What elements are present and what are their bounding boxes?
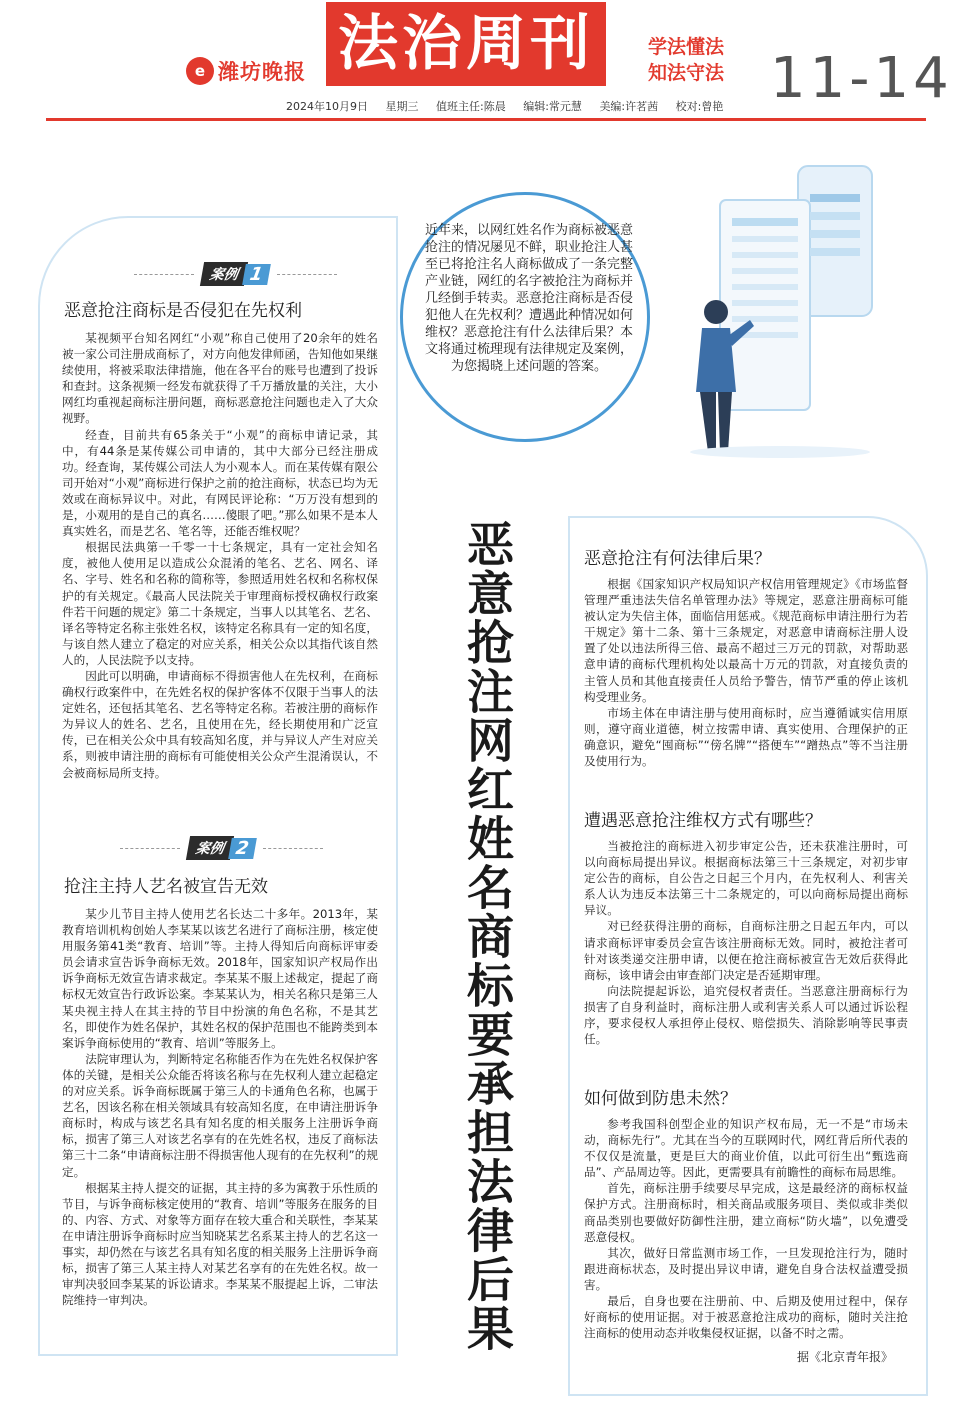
badge-dash [277, 274, 337, 275]
screen-line [810, 248, 860, 256]
person-leg [700, 392, 716, 452]
slogan-line-2: 知法守法 [648, 62, 725, 84]
case1-paragraph: 因此可以明确，申请商标不得损害他人在先权利，在商标确权行政案件中，在先姓名权的保护客体不仅限于当事人的法定姓名，还包括其笔名、艺名等特定名称。若被注册的商标作为异议人的姓名、艺名，且使用在先，经长期使用和广泛宣传，已在相关公众中具有较高知名度，并与异议人产生对应关系，则被申请注册的商标有可能使相关公众产生混淆误认，不会被商标局所支持。 [62, 668, 378, 780]
logo-icon: e [186, 57, 214, 85]
section4-paragraph: 向法院提起诉讼，追究侵权者责任。当恶意注册商标行为损害了自身利益时，商标注册人或利害关系人可以通过诉讼程序，要求侵权人承担停止侵权、赔偿损失、消除影响等民事责任。 [584, 983, 908, 1047]
case1-badge-number: 1 [242, 264, 270, 285]
case2-heading: 抢注主持人艺名被宣告无效 [64, 877, 268, 897]
intro-text: 近年来，以网红姓名作为商标被恶意抢注的情况屡见不鲜，职业抢注人甚至已将抢注名人商标做成了一条完整产业链，网红的名字被抢注为商标并几经倒手转卖。恶意抢注商标是否侵犯他人在先权利？遭遇此种情况如何维权？恶意抢注有什么法律后果？本文将通过梳理现有法律规定及案例，为您揭晓上述问题的答案。 [424, 223, 633, 374]
case1-paragraph: 根据民法典第一千零一十七条规定，具有一定社会知名度，被他人使用足以造成公众混淆的笔名、艺名、网名、译名、字号、姓名和名称的简称等，参照适用姓名权和名称权保护的有关规定。《最高人民法院关于审理商标授权确权行政案件若干问题的规定》第二十条规定，当事人以其笔名、艺名、译名等特定名称主张姓名权，该特定名称具有一定的知名度，与该自然人建立了稳定的对应关系，相关公众以其指代该自然人的，人民法院予以支持。 [62, 540, 378, 667]
person-head [704, 300, 728, 324]
panel-line [732, 284, 798, 290]
person-with-phone-illustration [680, 160, 900, 460]
newspaper-logo [186, 56, 306, 86]
section3-body [584, 576, 908, 769]
section5-paragraph: 参考我国科创型企业的知识产权布局，无一不是“市场未动，商标先行”。尤其在当今的互联网时代，网红背后所代表的不仅仅是流量，更是巨大的商业价值，以此可衍生出“甄选商品”、产品周边等。因此，更需要具有前瞻性的商标布局思维。 [584, 1117, 908, 1180]
screen-line [810, 194, 860, 202]
panel-line [732, 236, 798, 242]
editor-on-duty: 值班主任:陈晨 [436, 100, 506, 113]
slogan [648, 34, 724, 86]
person-leg [718, 392, 732, 452]
issue-weekday: 星期三 [385, 100, 419, 113]
panel-line [732, 268, 798, 274]
section-title: 法治周刊 [326, 2, 606, 86]
slogan-line-1: 学法懂法 [648, 36, 725, 58]
editor: 编辑:常元慧 [523, 100, 582, 113]
case2-body [62, 906, 378, 1308]
badge-dash [120, 848, 180, 849]
panel-line [732, 316, 798, 322]
section5-paragraph: 首先，商标注册手续要尽早完成，这是最经济的商标权益保护方式。注册商标时，相关商品或服务项目、类似或非类似商品类别也要做好防御性注册，建立商标“防火墙”，以免遭受恶意侵权。 [584, 1181, 908, 1244]
panel-line [732, 252, 798, 258]
art-editor: 美编:许茗茜 [599, 100, 659, 113]
screen-line [810, 230, 860, 238]
case1-heading: 恶意抢注商标是否侵犯在先权利 [64, 301, 302, 321]
page-number: 11-14 [770, 46, 953, 111]
badge-dash [263, 848, 323, 849]
main-title: 恶意抢注网红姓名商标要承担法律后果 [459, 520, 514, 1353]
case2-paragraph: 某少儿节目主持人使用艺名长达二十多年。2013年，某教育培训机构创始人李某某以该艺名进行了商标注册，核定使用服务第41类“教育、培训”等。主持人得知后向商标评审委员会请求宣告诉争商标无效。2018年，国家知识产权局作出诉争商标无效宣告请求裁定。李某某不服上述裁定，提起了商标权无效宣告行政诉讼案。李某某认为，相关名称只是第三人某央视主持人在其主持的节目中扮演的角色名称，不是其艺名，即使作为姓名保护，其姓名权的保护范围也不能跨类到本案诉争商标使用的“教育、培训”等服务上。 [62, 907, 378, 1050]
case1-body [62, 330, 378, 781]
section3-paragraph: 市场主体在申请注册与使用商标时，应当遵循诚实信用原则，遵守商业道德，树立按需申请、真实使用、合理保护的正确意识，避免“囤商标”“傍名牌”“搭便车”“蹭热点”等不当注册及使用行为。 [584, 705, 908, 769]
section4-heading: 遭遇恶意抢注维权方式有哪些？ [584, 811, 822, 831]
section4-paragraph: 对已经获得注册的商标，自商标注册之日起五年内，可以请求商标评审委员会宣告该注册商标无效。同时，被抢注者可针对该类递交注册申请，以便在抢注商标被宣告无效后获得此商标，该申请会由审查部门决定是否延期审理。 [584, 919, 908, 982]
article-source: 据《北京青年报》 [796, 1350, 893, 1364]
case2-badge-word: 案例 [186, 836, 234, 860]
case1-paragraph: 某视频平台知名网红“小观”称自己使用了20余年的姓名被一家公司注册成商标了，对方向他发律师函，告知他如果继续使用，将被采取法律措施，他在各平台的账号也遭到了投诉和查封。这条视频一经发布就获得了千万播放量的关注，大小网红均重视起商标注册问题，商标恶意抢注问题也走入了大众视野。 [62, 331, 378, 426]
section5-body [584, 1116, 908, 1341]
case1-badge [126, 262, 345, 286]
section4-body [584, 838, 908, 1047]
header-rule [46, 118, 926, 121]
panel-line [732, 300, 798, 306]
section4-paragraph: 当被抢注的商标进入初步审定公告，还未获准注册时，可以向商标局提出异议。根据商标法第三十三条规定，对初步审定公告的商标，自公告之日起三个月内，在先权利人、利害关系人认为违反本法第三十二条规定的，可以向商标局提出商标异议。 [584, 839, 908, 918]
case2-badge-number: 2 [228, 838, 256, 859]
case1-paragraph: 经查，目前共有65条关于“小观”的商标申请记录，其中，有44条是某传媒公司申请的，其中大部分已经注册成功。经查询，某传媒公司法人为小观本人。而在某传媒有限公司开始对“小观”商标进行保护之前的抢注商标，状态已均为无效或在商标异议中。对此，有网民评论称：“万万没有想到的是，小观用的是自己的真名……傻眼了吧。”那么如果不是本人真实姓名，而是艺名、笔名等，还能否维权呢？ [62, 427, 378, 539]
masthead [0, 0, 955, 120]
section5-paragraph: 其次，做好日常监测市场工作，一旦发现抢注行为，随时跟进商标状态，及时提出异议申请，避免自身合法权益遭受损害。 [584, 1245, 908, 1292]
section3-paragraph: 根据《国家知识产权局知识产权信用管理规定》《市场监督管理严重违法失信名单管理办法》等规定，恶意注册商标可能被认定为失信主体，面临信用惩戒。《规范商标申请注册行为若干规定》第十二条、第十三条规定，对恶意申请商标注册人设置了处以违法所得三倍、最高不超过三万元的罚款，对帮助恶意申请的商标代理机构处以最高十万元的罚款，对直接负责的主管人员和其他直接责任人员给予警告，情节严重的停止该机构受理业务。 [584, 577, 908, 704]
section3-heading: 恶意抢注有何法律后果？ [584, 549, 771, 569]
section5-paragraph: 最后，自身也要在注册前、中、后期及使用过程中，保存好商标的使用证据。对于被恶意抢注成功的商标，随时关注抢注商标的使用动态并收集侵权证据，以备不时之需。 [584, 1294, 908, 1341]
floor-shadow [690, 446, 870, 458]
case2-badge [112, 836, 331, 860]
newspaper-name: 潍坊晚报 [218, 60, 306, 84]
case1-badge-word: 案例 [200, 262, 248, 286]
issue-meta [286, 98, 737, 114]
section5-heading: 如何做到防患未然？ [584, 1089, 737, 1109]
issue-date: 2024年10月9日 [286, 100, 368, 113]
case2-paragraph: 根据某主持人提交的证据，其主持的多为寓教于乐性质的节目，与诉争商标核定使用的“教育、培训”等服务在服务的目的、内容、方式、对象等方面存在较大重合和关联性，李某某在申请注册诉争商标时应当知晓某艺名系某主持人的艺名这一事实，却仍然在与该艺名具有知名度的相关服务上注册诉争商标，损害了第三人某主持人对某艺名享有的在先姓名权。故一审判决驳回李某某的诉讼请求。李某某不服提起上诉，二审法院维持一审判决。 [62, 1180, 378, 1308]
badge-dash [134, 274, 194, 275]
case2-paragraph: 法院审理认为，判断特定名称能否作为在先姓名权保护客体的关键，是相关公众能否将该名称与在先权利人建立起稳定的对应关系。诉争商标既属于第三人的卡通角色名称，也属于艺名，因该名称在相关领域具有较高知名度，在申请注册诉争商标时，构成与该艺名具有知名度的相关服务上注册诉争商标，损害了第三人对该艺名享有的在先姓名权，违反了商标法第三十二条“申请商标注册不得损害他人现有的在先权利”的规定。 [62, 1051, 378, 1179]
panel-line [732, 218, 798, 226]
screen-line [810, 212, 860, 220]
proofreader: 校对:曾艳 [675, 100, 724, 113]
